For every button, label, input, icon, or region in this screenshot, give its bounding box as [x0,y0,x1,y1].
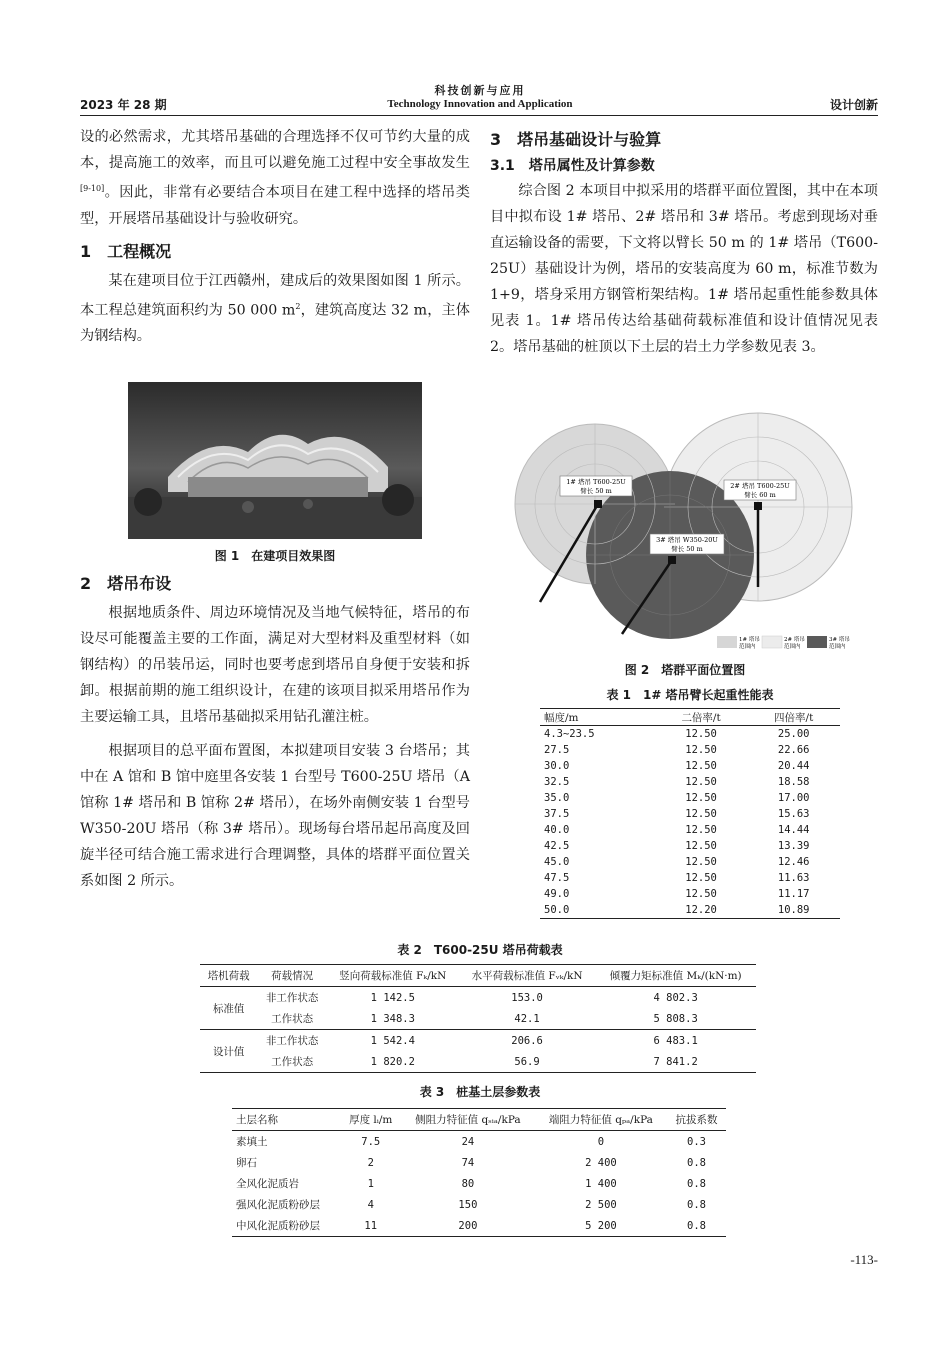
table-cell: 12.50 [685,872,717,884]
table-cell: 卵石 [236,1157,257,1169]
crane-2-label: 2# 塔吊 T600-25U [730,482,790,490]
table-cell: 200 [458,1219,478,1232]
table-3-header: 土层名称 [236,1114,278,1126]
table-cell: 12.50 [685,792,717,804]
table-cell: 11.17 [777,888,810,900]
table-cell: 强风化泥质粉砂层 [236,1199,320,1211]
crane-3-marker [668,556,676,564]
section-label: 设计创新 [829,98,878,112]
table-cell: 0.3 [687,1135,706,1148]
table-row [540,886,840,902]
table-2-group: 设计值 [212,1045,245,1058]
table-cell: 12.50 [685,824,717,836]
table-cell: 4 [367,1198,374,1211]
table-cell: 1 348.3 [370,1012,415,1025]
legend-label-3: 3# 塔吊 [829,637,850,643]
table-2-header: 竖向荷载标准值 Fₖ/kN [339,970,447,982]
legend-label-2: 2# 塔吊 [784,637,805,643]
table-cell: 非工作状态 [265,992,319,1004]
section-2-paragraph-1: 根据地质条件、周边环境情况及当地气候特征，塔吊的布设尽可能覆盖主要的工作面，满足对大型材料及重型材料（如钢结构）的吊装吊运，同时也要考虑到塔吊自身便于安装和拆卸。根据前期的施工组织设计，在建的该项目拟采用塔吊作为主要运输工具，且塔吊基础拟采用钻孔灌注桩。 [80,605,470,725]
table-cell: 12.50 [685,808,717,820]
table-row [200,1051,756,1073]
table-cell: 17.00 [777,792,810,804]
left-column-lower [80,570,470,894]
journal-title-cn: 科技创新与应用 [434,84,526,97]
table-cell: 全风化泥质岩 [236,1178,299,1190]
table-cell: 42.1 [514,1012,540,1025]
table-cell: 0.8 [687,1198,706,1211]
crane-2-marker [754,502,762,510]
figure-1-image [128,382,422,539]
table-3 [232,1108,726,1237]
table-row [540,806,840,822]
table-cell: 0 [597,1135,605,1148]
table-2-header: 水平荷载标准值 Fᵥₖ/kN [471,970,583,982]
section-2-paragraph-2: 根据项目的总平面布置图，本拟建项目安装 3 台塔吊；其中在 A 馆和 B 馆中庭里各安装 1 台型号 T600-25U 塔吊（A 馆称 1# 塔吊和 B 馆称 2# 塔吊），在场外南侧安装 1 台型号 W350-20U 塔吊（称 3# 塔吊）。现场每台塔吊起吊高度及回旋半径可结合施工需求进行合理调整，具体的塔群平面位置关系如图 2 所示。 [80,743,470,889]
table-cell: 4.3~23.5 [544,728,595,740]
table-cell: 2 400 [585,1156,617,1169]
table-2-caption: 表 2 T600-25U 塔吊荷载表 [397,943,563,957]
table-cell: 12.20 [685,904,717,916]
figure-2-caption: 图 2 塔群平面位置图 [624,663,746,677]
table-cell: 206.6 [511,1034,543,1047]
table-cell: 1 542.4 [370,1034,415,1047]
table-3-header: 侧阻力特征值 qₛᵢₐ/kPa [415,1114,521,1126]
table-row [540,822,840,838]
legend-label-3b: 范围内 [829,644,846,650]
table-row [200,1008,756,1030]
table-cell: 32.5 [544,776,570,788]
legend-label-1: 1# 塔吊 [739,637,760,643]
table-cell: 74 [461,1156,475,1169]
table-cell: 35.0 [544,792,570,804]
table-1-caption: 表 1 1# 塔吊臂长起重性能表 [606,688,774,702]
table-cell: 1 400 [585,1177,617,1190]
table-cell: 1 [367,1177,374,1190]
table-cell: 2 500 [585,1198,617,1211]
table-cell: 40.0 [544,824,570,836]
table-cell: 0.8 [687,1177,706,1190]
table-row [232,1131,726,1153]
legend-swatch-2 [762,636,782,648]
table-cell: 12.50 [685,888,717,900]
table-cell: 0.8 [687,1219,706,1232]
table-cell: 非工作状态 [265,1035,319,1047]
table-cell: 1 820.2 [370,1055,415,1068]
table-cell: 12.50 [685,744,717,756]
table-cell: 10.89 [777,904,810,916]
section-3-title: 3 塔吊基础设计与验算 [490,130,662,149]
table-cell: 2 [367,1156,374,1169]
table-cell: 中风化泥质粉砂层 [236,1220,320,1232]
table-row [540,790,840,806]
table-cell: 4 802.3 [653,991,698,1004]
table-row [232,1173,726,1194]
table-cell: 18.58 [777,776,810,788]
table-cell: 153.0 [511,991,543,1004]
table-3-caption: 表 3 桩基土层参数表 [419,1085,541,1099]
table-cell: 50.0 [544,904,570,916]
table-cell: 150 [458,1198,478,1211]
header-rule [80,115,878,116]
table-row [232,1152,726,1173]
table-2 [200,964,756,1073]
table-1-header: 四倍率/t [774,711,814,724]
table-row [540,838,840,854]
table-cell: 15.63 [777,808,810,820]
table-cell: 30.0 [544,760,570,772]
table-cell: 1 142.5 [370,991,415,1004]
table-cell: 7 841.2 [653,1055,698,1068]
table-cell: 80 [461,1177,475,1190]
section-3-1-title: 3.1 塔吊属性及计算参数 [490,158,655,174]
legend-swatch-3 [807,636,827,648]
table-cell: 0.8 [687,1156,706,1169]
table-cell: 12.50 [685,840,717,852]
figure-1-caption: 图 1 在建项目效果图 [214,549,336,563]
table-row [540,726,840,743]
table-3-header: 抗拔系数 [675,1114,718,1126]
table-2-group: 标准值 [212,1002,245,1015]
table-row [200,987,756,1009]
table-row [540,774,840,790]
table-cell: 47.5 [544,872,570,884]
table-cell: 45.0 [544,856,570,868]
table-cell: 25.00 [777,728,810,740]
section-1-paragraph: 某在建项目位于江西赣州，建成后的效果图如图 1 所示。本工程总建筑面积约为 50 000 $m^2$，建筑高度达 32 m，主体为钢结构。 [80,272,470,345]
table-cell: 11.63 [777,872,810,884]
table-cell: 22.66 [777,744,810,756]
table-3-header: 厚度 lᵢ/m [349,1114,393,1126]
left-column [80,124,470,349]
crane-1-marker [594,500,602,508]
table-row [540,758,840,774]
table-cell: 工作状态 [271,1056,314,1068]
table-cell: 素填土 [236,1136,268,1148]
table-cell: 12.50 [685,776,717,788]
table-cell: 12.50 [685,728,717,740]
table-cell: 27.5 [544,744,570,756]
table-cell: 20.44 [777,760,810,772]
table-cell: 11 [364,1219,378,1232]
journal-title [300,82,660,110]
table-row [540,854,840,870]
table-1-header: 幅度/m [544,711,579,724]
table-row [540,742,840,758]
crane-2-arm: 臂长 60 m [744,491,776,499]
section-1-title: 1 工程概况 [80,241,172,261]
journal-title-en: Technology Innovation and Application [387,98,573,110]
table-cell: 12.50 [685,760,717,772]
table-row [232,1215,726,1237]
crane-3-arm: 臂长 50 m [671,545,703,553]
right-column [490,126,878,360]
section-3-1-paragraph: 综合图 2 本项目中拟采用的塔群平面位置图，其中在本项目中拟布设 1# 塔吊、2# 塔吊和 3# 塔吊。考虑到现场对垂直运输设备的需要，下文将以臂长 50 m 的 1# 塔吊（T600-25U）基础设计为例，塔吊的安装高度为 60 m，标准节数为 1+9，塔身采用方钢管桁架结构。1# 塔吊起重性能参数具体见表 1。1# 塔吊传达给基础荷载标准值和设计值情况见表 2。塔吊基础的桩顶以下土层的岩土力学参数见表 3。 [490,183,878,355]
table-2-header: 荷载情况 [271,970,314,982]
table-cell: 37.5 [544,808,570,820]
table-cell: 12.50 [685,856,717,868]
table-cell: 14.44 [777,824,810,836]
table-row [540,902,840,919]
intro-paragraph: 设的必然需求，尤其塔吊基础的合理选择不仅可节约大量的成本，提高施工的效率，而且可以避免施工过程中安全事故发生[9-10]。因此，非常有必要结合本项目在建工程中选择的塔吊类型，开展塔吊基础设计与验收研究。 [80,129,470,227]
table-cell: 42.5 [544,840,570,852]
table-cell: 12.46 [777,856,810,868]
table-1 [540,708,840,919]
crane-3-label: 3# 塔吊 W350-20U [656,536,718,544]
table-row [540,870,840,886]
issue-label: 2023 年 28 期 [80,98,167,112]
table-cell: 5 200 [585,1219,617,1232]
legend-swatch-1 [717,636,737,648]
table-cell: 7.5 [361,1135,381,1148]
section-2-title: 2 塔吊布设 [80,574,172,593]
table-cell: 24 [461,1135,475,1148]
crane-1-arm: 臂长 50 m [580,487,612,495]
table-2-header: 倾覆力矩标准值 Mₖ/(kN·m) [609,970,742,982]
table-cell: 工作状态 [271,1013,314,1025]
table-row [232,1194,726,1215]
table-cell: 49.0 [544,888,570,900]
crane-1-label: 1# 塔吊 T600-25U [566,478,626,486]
table-cell: 5 808.3 [653,1012,698,1025]
table-cell: 6 483.1 [653,1034,698,1047]
page-number: -113- [850,1252,878,1267]
table-1-header: 二倍率/t [681,711,721,724]
figure-2-crane-layout [510,412,860,652]
table-row [200,1030,756,1052]
table-2-header: 塔机荷载 [207,970,250,982]
table-cell: 13.39 [777,840,810,852]
table-3-header: 端阻力特征值 qₚₐ/kPa [548,1114,653,1126]
legend-label-2b: 范围内 [784,644,801,650]
legend-label-1b: 范围内 [739,644,756,650]
table-cell: 56.9 [514,1055,540,1068]
